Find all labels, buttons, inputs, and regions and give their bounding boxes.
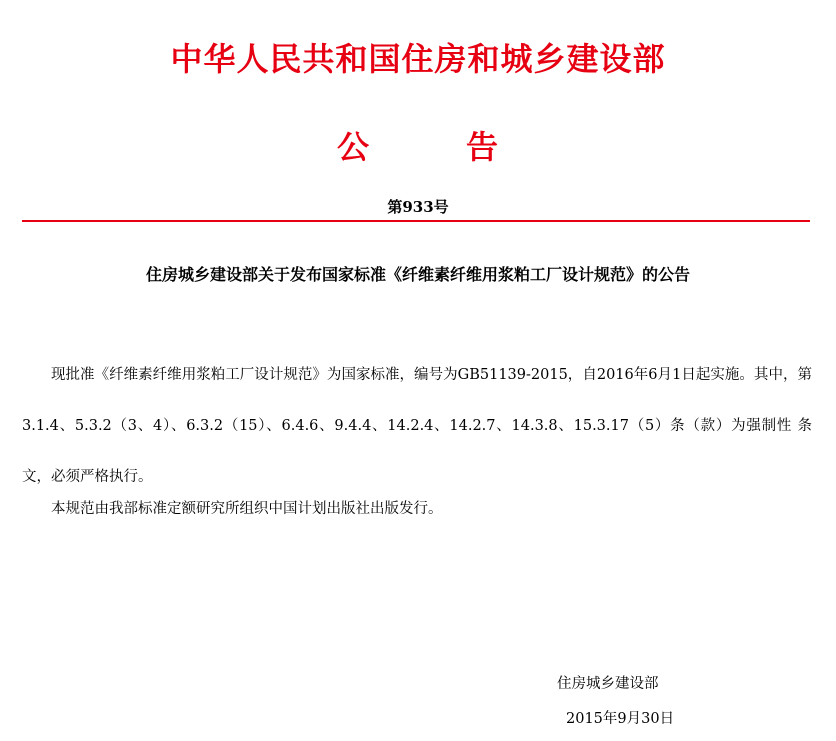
- issuer-signature: 住房城乡建设部: [557, 676, 659, 692]
- notice-char-2: 告: [466, 128, 499, 166]
- document-subject: 住房城乡建设部关于发布国家标准《纤维素纤维用浆粕工厂设计规范》的公告: [145, 265, 690, 284]
- red-divider: [22, 220, 810, 222]
- notice-char-1: 公: [337, 128, 370, 166]
- body-paragraph-2: 本规范由我部标准定额研究所组织中国计划出版社出版发行。: [51, 501, 443, 517]
- notice-heading: [0, 122, 836, 166]
- body-paragraph-1: 现批准《纤维素纤维用浆粕工厂设计规范》为国家标准，编号为GB51139-2015，自2016年6月1日起实施。其中，第3.1.4、5.3.2（3、4）、6.3.2（15）、6.4.6、9.4.4、14.2.4、14.2.7、14.3.8、15.3.17（5）条（款）为强制性 条文，必须严格执行。: [22, 367, 812, 485]
- issue-date: 2015年9月30日: [566, 711, 675, 727]
- document-number: 第933号: [387, 198, 449, 216]
- ministry-title: 中华人民共和国住房和城乡建设部: [170, 40, 666, 78]
